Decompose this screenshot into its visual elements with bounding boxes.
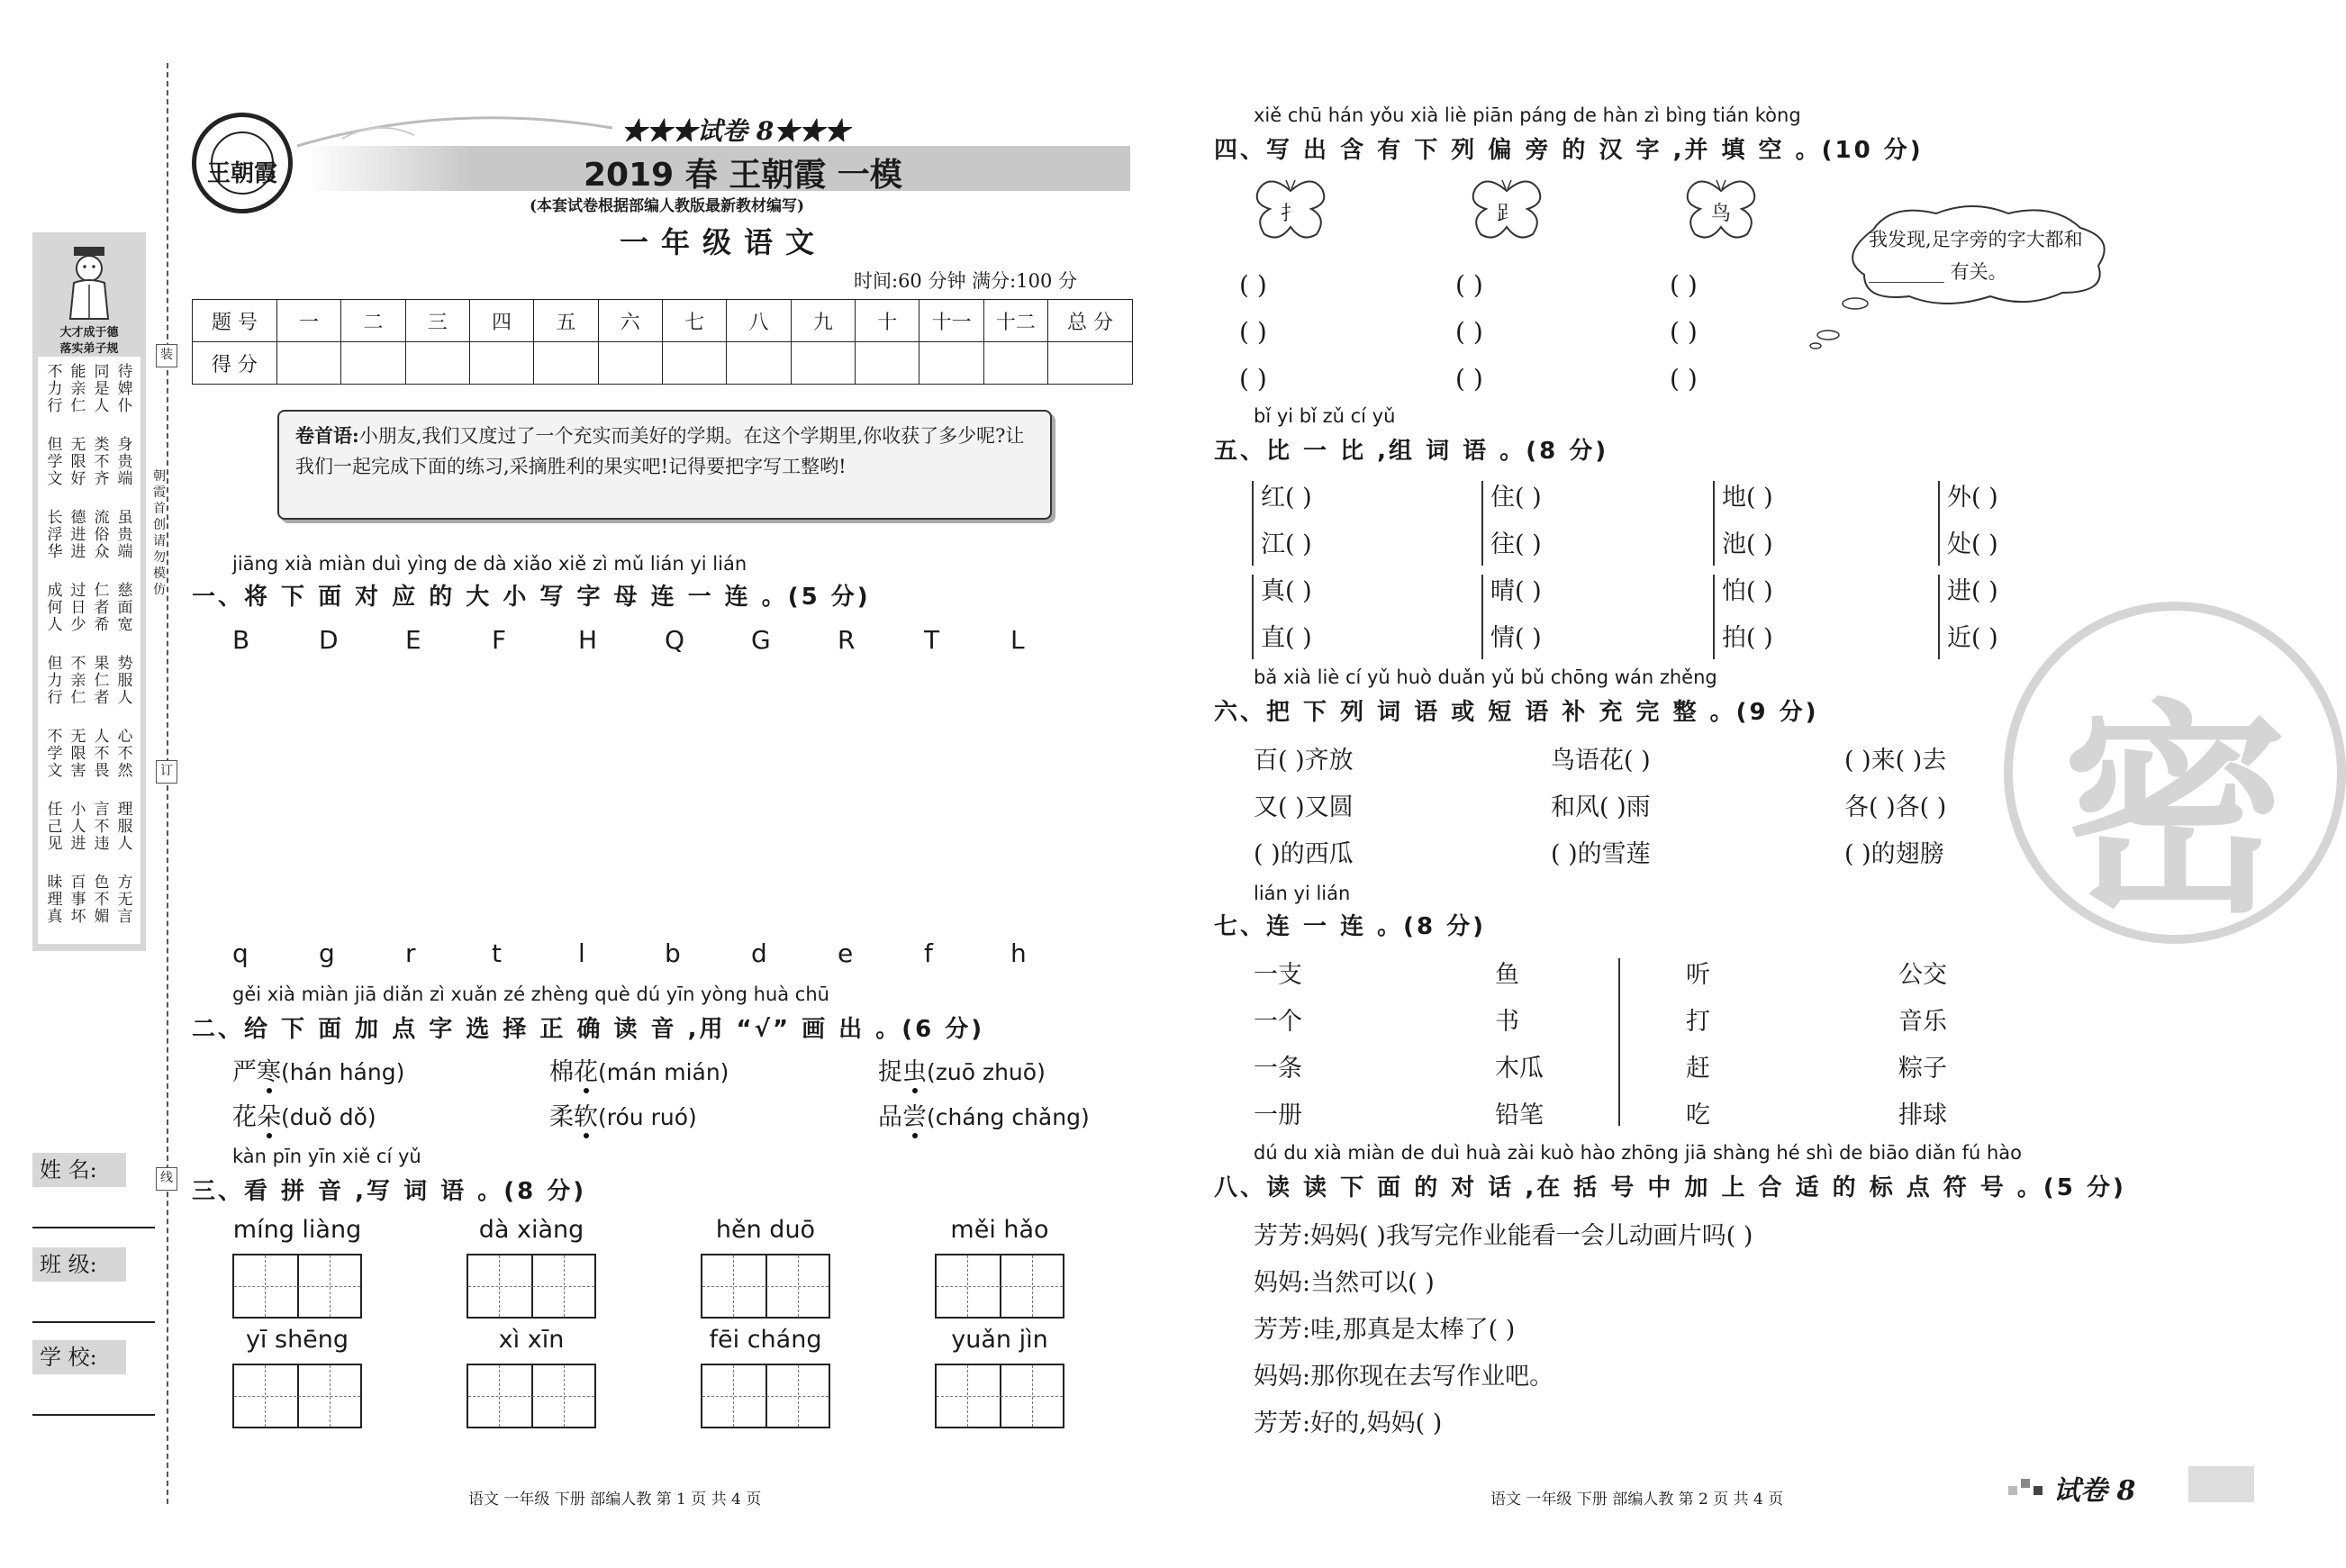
q5-char: 江 — [1261, 530, 1285, 558]
proverb-column: 慈 面 宽 — [117, 582, 133, 634]
grid-line — [1032, 1365, 1033, 1427]
grid-line — [967, 1255, 968, 1317]
q6-phrase[interactable]: 各( )各( ) — [1844, 793, 1947, 821]
radical-char: 扌 — [1281, 203, 1301, 225]
uppercase-letter[interactable]: D — [319, 625, 339, 655]
q2-char: 柔 — [549, 1103, 574, 1131]
grid-line — [330, 1255, 331, 1317]
lowercase-letter[interactable]: g — [319, 938, 335, 968]
q7-match-word[interactable]: 排球 — [1898, 1101, 1947, 1129]
school-field-line[interactable] — [32, 1414, 155, 1416]
q2-char: 棉 — [549, 1058, 574, 1086]
proverb-column: 仁 者 希 — [94, 582, 110, 634]
proverb-column: 流 俗 众 — [94, 509, 110, 561]
score-input-cell[interactable] — [983, 342, 1047, 385]
proverb-column: 心 不 然 — [117, 728, 133, 780]
q7-match-word[interactable]: 打 — [1686, 1008, 1710, 1036]
proverb-column: 不 力 行 — [47, 363, 63, 415]
q5-char-group[interactable] — [1261, 524, 1312, 559]
q3-writing-box[interactable] — [232, 1254, 362, 1319]
score-header-cell: 六 — [598, 300, 662, 342]
q8-dialogue-line[interactable]: 芳芳:妈妈( )我写完作业能看一会儿动画片吗( ) — [1254, 1222, 1753, 1250]
q2-dotted-char: 寒 — [257, 1058, 281, 1086]
q5-char-group[interactable] — [1261, 477, 1312, 512]
q6-phrase[interactable]: 和风( )雨 — [1551, 793, 1651, 821]
q5-paren[interactable]: ( ) — [1746, 577, 1773, 605]
school-label: 学 校: — [32, 1340, 126, 1374]
grid-line — [499, 1255, 500, 1317]
proverb-column: 同 是 人 — [94, 363, 110, 415]
q5-char: 住 — [1490, 484, 1515, 512]
proverb-column: 但 学 文 — [47, 436, 63, 488]
q5-paren[interactable]: ( ) — [1746, 530, 1773, 558]
q5-paren[interactable]: ( ) — [1515, 624, 1542, 652]
q4-answer-slot[interactable]: ( ) — [1239, 364, 1267, 394]
lowercase-letter[interactable]: e — [838, 938, 854, 968]
q6-pinyin: bǎ xià liè cí yǔ huò duǎn yǔ bǔ chōng wán zhěng — [1254, 666, 1717, 688]
q7-match-word[interactable]: 一支 — [1254, 961, 1302, 989]
score-header-cell: 二 — [341, 300, 405, 342]
q7-match-word[interactable]: 吃 — [1686, 1101, 1710, 1129]
q5-title: 五、比 一 比 ,组 词 语 。(8 分) — [1214, 438, 1609, 465]
q5-paren[interactable]: ( ) — [1285, 577, 1312, 605]
q8-dialogue-line[interactable]: 芳芳:哇,那真是太棒了( ) — [1254, 1316, 1516, 1344]
q5-bracket — [1252, 575, 1259, 659]
q5-paren[interactable]: ( ) — [1971, 484, 1998, 512]
grid-line — [468, 1396, 594, 1397]
score-table — [192, 299, 1133, 385]
lowercase-letter[interactable]: h — [1010, 938, 1027, 968]
q2-char: 捉 — [878, 1058, 902, 1086]
q3-word-pinyin: fēi cháng — [709, 1326, 822, 1354]
q4-pinyin: xiě chū hán yǒu xià liè piān páng de hàn zì bìng tián kòng — [1254, 104, 1801, 126]
proverb-column: 但 力 行 — [47, 655, 63, 707]
q5-pinyin: bǐ yi bǐ zǔ cí yǔ — [1254, 405, 1396, 427]
q5-char: 地 — [1722, 484, 1746, 512]
q3-writing-box[interactable] — [466, 1364, 596, 1428]
q5-char-group[interactable] — [1722, 618, 1773, 653]
uppercase-letter[interactable]: R — [838, 625, 856, 655]
q2-pinyin-options[interactable]: (cháng chǎng) — [927, 1104, 1090, 1130]
q8-dialogue-line[interactable]: 妈妈:当然可以( ) — [1254, 1269, 1435, 1297]
q2-pinyin: gěi xià miàn jiā diǎn zì xuǎn zé zhèng què dú yīn yòng huà chū — [232, 983, 829, 1005]
q1-upper-letters — [232, 625, 1097, 655]
q7-match-word[interactable]: 铅笔 — [1495, 1101, 1544, 1129]
radical-char: 鸟 — [1711, 203, 1732, 225]
lowercase-letter[interactable]: f — [924, 938, 933, 968]
q3-word-pinyin: míng liàng — [232, 1216, 362, 1244]
q5-char: 外 — [1947, 484, 1971, 512]
score-header-cell: 三 — [405, 300, 469, 342]
q5-char-group[interactable] — [1261, 571, 1312, 606]
q5-char: 处 — [1947, 530, 1971, 558]
name-field-line[interactable] — [32, 1227, 155, 1228]
grid-line — [1032, 1255, 1033, 1317]
proverb-column: 身 贵 端 — [117, 436, 133, 488]
grid-line — [702, 1286, 829, 1287]
q7-match-word[interactable]: 赶 — [1686, 1055, 1710, 1083]
q5-char-group[interactable] — [1490, 618, 1542, 653]
q2-item — [549, 1052, 729, 1087]
score-input-cell[interactable] — [598, 342, 662, 385]
q3-title: 三、看 拼 音 ,写 词 语 。(8 分) — [192, 1178, 587, 1205]
q5-paren[interactable]: ( ) — [1746, 624, 1773, 652]
q5-char-group[interactable] — [1490, 571, 1542, 606]
grid-line — [234, 1396, 360, 1397]
q5-bracket — [1252, 481, 1259, 566]
proverb-column: 不 亲 仁 — [70, 655, 86, 707]
grid-line — [702, 1396, 829, 1397]
q5-bracket — [1481, 575, 1489, 659]
exam-badge: ★★★试卷 8★★★ — [621, 116, 850, 146]
score-header-cell: 八 — [727, 300, 791, 342]
score-input-cell[interactable] — [662, 342, 726, 385]
q5-bracket — [1713, 575, 1720, 659]
q5-bracket — [1481, 481, 1489, 566]
binding-dashed-line — [167, 63, 168, 1504]
q5-paren[interactable]: ( ) — [1515, 577, 1542, 605]
score-input-cell[interactable] — [276, 342, 340, 385]
sidebar-panel — [32, 232, 146, 951]
q5-bracket — [1713, 481, 1720, 566]
corner-exam-tag: 试卷 8 — [2053, 1475, 2136, 1507]
q5-char-group[interactable] — [1947, 618, 1998, 653]
lowercase-letter[interactable]: t — [492, 938, 502, 968]
lowercase-letter[interactable]: q — [232, 938, 249, 968]
binding-mark-zhuang: 装 — [156, 344, 177, 367]
name-label: 姓 名: — [32, 1153, 126, 1187]
proverb-column: 理 服 人 — [117, 801, 133, 853]
score-input-cell[interactable] — [469, 342, 533, 385]
q5-bracket — [1938, 575, 1945, 659]
proverb-column: 昧 理 真 — [47, 874, 63, 926]
q7-match-word[interactable]: 一条 — [1254, 1055, 1302, 1083]
q1-lower-letters — [232, 938, 1097, 968]
q2-dotted-char: 尝 — [902, 1103, 927, 1131]
grid-line — [234, 1286, 360, 1287]
q2-pinyin-options[interactable]: (duǒ dǒ) — [281, 1104, 376, 1130]
proverb-column: 无 限 好 — [70, 436, 86, 488]
radical-char: 𧾷 — [1497, 203, 1517, 225]
score-header-cell: 五 — [534, 300, 598, 342]
q6-title: 六、把 下 列 词 语 或 短 语 补 充 完 整 。(9 分) — [1214, 699, 1819, 726]
q2-pinyin-options[interactable]: (hán háng) — [281, 1059, 405, 1085]
q5-char: 直 — [1261, 624, 1285, 652]
proverb-column: 言 不 违 — [94, 801, 110, 853]
score-header-cell: 题 号 — [193, 300, 277, 342]
cloud-text: 我发现,足字旁的字大都和 ________ 有关。 — [1869, 229, 2083, 283]
q5-char: 近 — [1947, 624, 1971, 652]
score-header-cell: 四 — [469, 300, 533, 342]
q3-writing-box[interactable] — [701, 1254, 830, 1319]
binding-mark-xian: 线 — [156, 1167, 177, 1191]
uppercase-letter[interactable]: E — [405, 625, 421, 655]
q5-char: 情 — [1490, 624, 1515, 652]
score-header-cell: 总 分 — [1048, 300, 1133, 342]
q2-char: 严 — [232, 1058, 257, 1086]
q5-char-group[interactable] — [1722, 477, 1773, 512]
q5-char: 晴 — [1490, 577, 1515, 605]
q4-title: 四、写 出 含 有 下 列 偏 旁 的 汉 字 ,并 填 空 。(10 分) — [1214, 137, 1924, 164]
q6-phrase[interactable]: 百( )齐放 — [1254, 747, 1354, 775]
grid-line — [468, 1286, 594, 1287]
q4-answer-slot[interactable]: ( ) — [1670, 317, 1698, 347]
q2-pinyin-options[interactable]: (mán mián) — [598, 1059, 729, 1085]
q6-phrase[interactable]: ( )的西瓜 — [1254, 840, 1354, 868]
q3-writing-box[interactable] — [935, 1364, 1064, 1428]
q5-paren[interactable]: ( ) — [1285, 624, 1312, 652]
q2-dotted-char: 软 — [574, 1103, 598, 1131]
q5-char: 拍 — [1722, 624, 1746, 652]
time-score: 时间:60 分钟 满分:100 分 — [854, 270, 1077, 292]
score-input-cell[interactable] — [534, 342, 598, 385]
binding-mark-ding: 订 — [156, 760, 177, 784]
proverb-column: 果 仁 者 — [94, 655, 110, 707]
q5-paren[interactable]: ( ) — [1971, 624, 1998, 652]
q5-paren[interactable]: ( ) — [1285, 484, 1312, 512]
q7-match-word[interactable]: 粽子 — [1898, 1055, 1947, 1083]
proverb-column: 过 日 少 — [70, 582, 86, 634]
secret-seal-char: 密 — [2062, 678, 2287, 943]
score-input-cell[interactable] — [727, 342, 791, 385]
q5-char: 真 — [1261, 577, 1285, 605]
q2-pinyin-options[interactable]: (zuō zhuō) — [927, 1059, 1046, 1085]
score-header-cell: 十二 — [983, 300, 1047, 342]
preface-text: 小朋友,我们又度过了一个充实而美好的学期。在这个学期里,你收获了多少呢?让我们一起完成下面的练习,采摘胜利的果实吧!记得要把字写工整哟! — [295, 425, 1025, 477]
grid-line — [937, 1286, 1063, 1287]
uppercase-letter[interactable]: T — [924, 625, 940, 655]
corner-squares-icon — [2008, 1473, 2044, 1500]
proverb-panel — [38, 357, 140, 944]
q6-phrase[interactable]: ( )的翅膀 — [1844, 840, 1944, 868]
q4-answer-slot[interactable]: ( ) — [1239, 270, 1267, 300]
q7-match-word[interactable]: 一册 — [1254, 1101, 1302, 1129]
q7-match-word[interactable]: 音乐 — [1898, 1008, 1947, 1036]
scholar-figure-icon — [67, 243, 112, 324]
lowercase-letter[interactable]: r — [405, 938, 416, 968]
sidebar-motto-1: 大才成于德 — [59, 326, 119, 340]
proverb-column: 色 不 媚 — [94, 874, 110, 926]
score-label-cell: 得 分 — [193, 342, 277, 385]
q4-answer-slot[interactable]: ( ) — [1455, 364, 1483, 394]
exam-subtitle: (本套试卷根据部编人教版最新教材编写) — [530, 197, 805, 215]
uppercase-letter[interactable]: L — [1010, 625, 1025, 655]
q3-writing-box[interactable] — [466, 1254, 596, 1319]
grid-line — [967, 1365, 968, 1427]
q7-match-word[interactable]: 听 — [1686, 961, 1710, 989]
grid-line — [798, 1365, 799, 1427]
score-input-cell[interactable] — [341, 342, 405, 385]
grid-line — [937, 1396, 1063, 1397]
q5-paren[interactable]: ( ) — [1285, 530, 1312, 558]
score-header-cell: 一 — [276, 300, 340, 342]
q5-char: 往 — [1490, 530, 1515, 558]
proverb-column: 能 亲 仁 — [70, 363, 86, 415]
q4-answer-slot[interactable]: ( ) — [1455, 270, 1483, 300]
proverb-column: 德 进 进 — [70, 509, 86, 561]
preface-label: 卷首语: — [295, 424, 359, 447]
proverb-column: 成 何 人 — [47, 582, 63, 634]
proverb-column: 人 不 畏 — [94, 728, 110, 780]
q5-char: 池 — [1722, 530, 1746, 558]
proverb-column: 虽 贵 端 — [117, 509, 133, 561]
q6-phrase[interactable]: 又( )又圆 — [1254, 793, 1354, 821]
exam-title: 2019 春 王朝霞 一模 — [584, 157, 902, 194]
score-header-cell: 九 — [791, 300, 855, 342]
q7-match-word[interactable]: 一个 — [1254, 1008, 1302, 1036]
q6-phrase[interactable]: ( )的雪莲 — [1551, 840, 1651, 868]
score-header-cell: 七 — [662, 300, 726, 342]
q5-char-group[interactable] — [1947, 571, 1998, 606]
grid-line — [798, 1255, 799, 1317]
q6-phrase[interactable]: ( )来( )去 — [1844, 747, 1947, 775]
q7-match-word[interactable]: 书 — [1495, 1008, 1519, 1036]
grid-line — [564, 1255, 565, 1317]
q1-title: 一、将 下 面 对 应 的 大 小 写 字 母 连 一 连 。(5 分) — [192, 584, 871, 611]
q3-writing-box[interactable] — [935, 1254, 1064, 1319]
uppercase-letter[interactable]: G — [751, 625, 771, 655]
thought-bubble-dots — [1810, 324, 1855, 351]
grid-line — [564, 1365, 565, 1427]
lowercase-letter[interactable]: l — [578, 938, 585, 968]
q5-bracket — [1938, 481, 1945, 566]
q5-char-group[interactable] — [1490, 524, 1542, 559]
proverb-column: 势 服 人 — [117, 655, 133, 707]
q5-char-group[interactable] — [1722, 524, 1773, 559]
footer-right: 语文 一年级 下册 部编人教 第 2 页 共 4 页 — [1490, 1491, 1784, 1509]
q3-writing-box[interactable] — [701, 1364, 830, 1428]
q8-pinyin: dú du xià miàn de duì huà zài kuò hào zhōng jiā shàng hé shì de biāo diǎn fú hào — [1254, 1142, 2022, 1164]
q2-item — [878, 1097, 1090, 1132]
q4-answer-slot[interactable]: ( ) — [1455, 317, 1483, 347]
q2-dotted-char: 虫 — [902, 1058, 927, 1086]
grid-line — [499, 1365, 500, 1427]
proverb-column: 无 限 害 — [70, 728, 86, 780]
q4-answer-slot[interactable]: ( ) — [1239, 317, 1267, 347]
grid-line — [265, 1365, 266, 1427]
grid-line — [330, 1365, 331, 1427]
q3-writing-box[interactable] — [232, 1364, 362, 1428]
preface-box — [277, 410, 1052, 520]
uppercase-letter[interactable]: H — [578, 625, 598, 655]
proverb-column: 小 人 进 — [70, 801, 86, 853]
q2-char: 花 — [232, 1103, 257, 1131]
q3-pinyin: kàn pīn yīn xiě cí yǔ — [232, 1146, 421, 1167]
q2-item — [549, 1097, 697, 1132]
q5-char: 进 — [1947, 577, 1971, 605]
q4-answer-slot[interactable]: ( ) — [1670, 270, 1698, 300]
proverb-column: 类 不 齐 — [94, 436, 110, 488]
q5-char-group[interactable] — [1722, 571, 1773, 606]
grid-line — [733, 1255, 734, 1317]
q3-word-pinyin: hěn duō — [715, 1216, 816, 1244]
brand-logo: 王朝霞 — [192, 113, 293, 213]
proverb-column: 方 无 言 — [117, 874, 133, 926]
proverb-column: 长 浮 华 — [47, 509, 63, 561]
q3-word-pinyin: yuǎn jìn — [951, 1326, 1048, 1354]
q5-char-group[interactable] — [1490, 477, 1542, 512]
proverb-column: 任 己 见 — [47, 801, 63, 853]
corner-bar — [2188, 1466, 2254, 1502]
q7-match-word[interactable]: 鱼 — [1495, 961, 1519, 989]
q6-phrase[interactable]: 鸟语花( ) — [1551, 747, 1651, 775]
proverb-column: 不 学 文 — [47, 728, 63, 780]
sidebar-motto-2: 落实弟子规 — [59, 342, 119, 356]
score-input-cell[interactable] — [856, 342, 919, 385]
q5-char: 红 — [1261, 484, 1285, 512]
q7-match-word[interactable]: 公交 — [1898, 961, 1947, 989]
q5-char-group[interactable] — [1947, 477, 1998, 512]
proverb-column: 待 婢 仆 — [117, 363, 133, 415]
class-label: 班 级: — [32, 1247, 126, 1282]
q8-title: 八、读 读 下 面 的 对 话 ,在 括 号 中 加 上 合 适 的 标 点 符 号 。(5 分) — [1214, 1174, 2126, 1201]
q7-title: 七、连 一 连 。(8 分) — [1214, 913, 1487, 940]
q2-item — [878, 1052, 1046, 1087]
q2-item — [232, 1052, 404, 1087]
score-input-cell[interactable] — [1048, 342, 1133, 385]
grade-title: 一年级语文 — [620, 225, 828, 259]
q7-divider — [1618, 958, 1620, 1126]
q5-paren[interactable]: ( ) — [1971, 577, 1998, 605]
q2-char: 品 — [878, 1103, 902, 1131]
uppercase-letter[interactable]: Q — [665, 625, 685, 655]
score-input-cell[interactable] — [405, 342, 469, 385]
footer-left: 语文 一年级 下册 部编人教 第 1 页 共 4 页 — [468, 1491, 762, 1509]
vertical-note: 朝霞首创 请勿模仿 — [153, 469, 166, 597]
proverb-column: 百 事 坏 — [70, 874, 86, 926]
q2-dotted-char: 花 — [574, 1058, 598, 1086]
q3-word-pinyin: dà xiàng — [478, 1216, 584, 1244]
q8-dialogue-line[interactable]: 妈妈:那你现在去写作业吧。 — [1254, 1363, 1554, 1391]
q8-dialogue-line[interactable]: 芳芳:好的,妈妈( ) — [1254, 1409, 1443, 1437]
q4-answer-slot[interactable]: ( ) — [1670, 364, 1698, 394]
q2-item — [232, 1097, 376, 1132]
q3-word-pinyin: měi hǎo — [950, 1216, 1049, 1244]
score-header-cell: 十一 — [919, 300, 983, 342]
q5-paren[interactable]: ( ) — [1515, 530, 1542, 558]
q5-char-group[interactable] — [1261, 618, 1312, 653]
q3-word-pinyin: xì xīn — [498, 1326, 565, 1354]
uppercase-letter[interactable]: B — [232, 625, 250, 655]
q7-match-word[interactable]: 木瓜 — [1495, 1055, 1544, 1083]
q5-char-group[interactable] — [1947, 524, 1998, 559]
class-field-line[interactable] — [32, 1321, 155, 1323]
grid-line — [733, 1365, 734, 1427]
score-input-cell[interactable] — [919, 342, 983, 385]
score-header-cell: 十 — [856, 300, 919, 342]
lowercase-letter[interactable]: d — [751, 938, 767, 968]
lowercase-letter[interactable]: b — [665, 938, 681, 968]
q1-pinyin: jiāng xià miàn duì yìng de dà xiǎo xiě zì mǔ lián yi lián — [232, 553, 747, 575]
score-input-cell[interactable] — [791, 342, 855, 385]
q5-paren[interactable]: ( ) — [1515, 484, 1542, 512]
uppercase-letter[interactable]: F — [492, 625, 507, 655]
q2-dotted-char: 朵 — [257, 1103, 281, 1131]
q5-paren[interactable]: ( ) — [1971, 530, 1998, 558]
q2-title: 二、给 下 面 加 点 字 选 择 正 确 读 音 ,用 “√” 画 出 。(6 分) — [192, 1016, 985, 1043]
q7-pinyin: lián yi lián — [1254, 883, 1351, 904]
q5-char: 怕 — [1722, 577, 1746, 605]
grid-line — [265, 1255, 266, 1317]
q3-word-pinyin: yī shēng — [245, 1326, 349, 1354]
q2-pinyin-options[interactable]: (róu ruó) — [598, 1104, 697, 1130]
q5-paren[interactable]: ( ) — [1746, 484, 1773, 512]
